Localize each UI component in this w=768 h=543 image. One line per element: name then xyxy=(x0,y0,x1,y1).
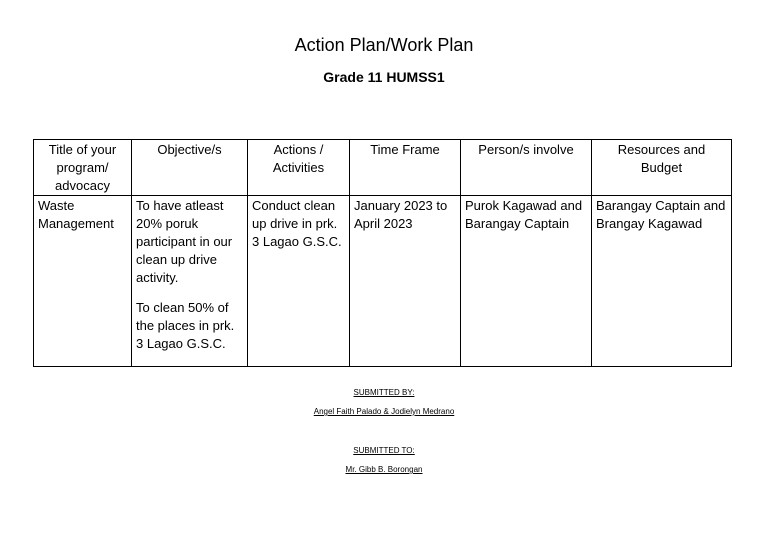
header-resources: Resources and Budget xyxy=(592,140,732,196)
cell-program: Waste Management xyxy=(34,196,132,367)
cell-persons: Purok Kagawad and Barangay Captain xyxy=(461,196,592,367)
objective-1: To have atleast 20% poruk participant in our clean up drive activity. xyxy=(136,198,233,285)
table-header-row xyxy=(34,140,732,196)
document-title: Action Plan/Work Plan xyxy=(294,35,474,55)
cell-time-frame: January 2023 to April 2023 xyxy=(350,196,461,367)
submitted-to-name: Mr. Gibb B. Borongan xyxy=(345,465,423,474)
cell-resources: Barangay Captain and Brangay Kagawad xyxy=(592,196,732,367)
submitted-by-label: SUBMITTED BY: xyxy=(353,388,415,397)
header-program: Title of your program/ advocacy xyxy=(34,140,132,196)
action-plan-table xyxy=(33,139,732,367)
objective-2: To clean 50% of the places in prk. 3 Lagao G.S.C. xyxy=(136,300,235,351)
document-subtitle: Grade 11 HUMSS1 xyxy=(323,69,445,85)
header-objectives: Objective/s xyxy=(132,140,248,196)
submitted-to-label: SUBMITTED TO: xyxy=(353,446,415,455)
cell-objectives xyxy=(132,196,248,367)
header-time-frame: Time Frame xyxy=(350,140,461,196)
table-row xyxy=(34,196,732,367)
cell-actions: Conduct clean up drive in prk. 3 Lagao G.S.C. xyxy=(248,196,350,367)
submitted-by-names: Angel Faith Palado & Jodielyn Medrano xyxy=(313,407,455,416)
header-persons: Person/s involve xyxy=(461,140,592,196)
header-actions: Actions / Activities xyxy=(248,140,350,196)
